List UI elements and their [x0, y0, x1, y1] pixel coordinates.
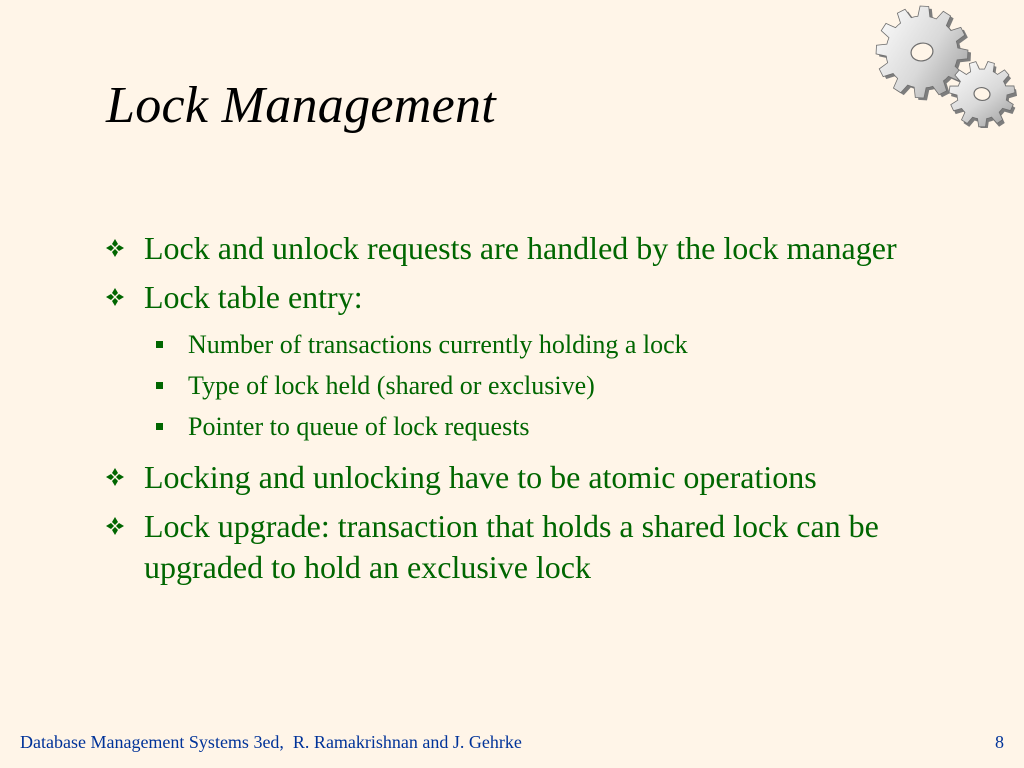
footer-citation: Database Management Systems 3ed, R. Ramakrishnan and J. Gehrke — [20, 732, 522, 752]
sub-bullet-item — [104, 324, 954, 365]
bullet-text: Locking and unlocking have to be atomic operations — [144, 459, 817, 495]
slide-title: Lock Management — [106, 77, 497, 134]
bullet-text: Lock table entry: — [144, 279, 363, 315]
sub-bullet-text: Number of transactions currently holding a lock — [188, 330, 688, 359]
bullet-item — [104, 506, 954, 588]
diamond-bullet-icon — [104, 286, 126, 308]
bullet-text: Lock upgrade: transaction that holds a shared lock can be upgraded to hold an exclusive lock — [144, 508, 879, 585]
bullet-item — [104, 457, 954, 498]
diamond-bullet-icon — [104, 237, 126, 259]
diamond-bullet-icon — [104, 515, 126, 537]
bullet-text: Lock and unlock requests are handled by the lock manager — [144, 230, 897, 266]
bullet-item — [104, 277, 954, 318]
gears-icon — [860, 4, 1024, 128]
bullet-item — [104, 228, 954, 269]
page-number: 8 — [995, 732, 1004, 752]
sub-bullet-text: Pointer to queue of lock requests — [188, 412, 530, 441]
sub-bullet-text: Type of lock held (shared or exclusive) — [188, 371, 595, 400]
square-bullet-icon — [156, 341, 163, 348]
sub-bullet-item — [104, 365, 954, 406]
square-bullet-icon — [156, 382, 163, 389]
sub-bullet-list — [104, 324, 954, 447]
diamond-bullet-icon — [104, 466, 126, 488]
sub-bullet-item — [104, 406, 954, 447]
bullet-list — [104, 228, 954, 596]
square-bullet-icon — [156, 423, 163, 430]
